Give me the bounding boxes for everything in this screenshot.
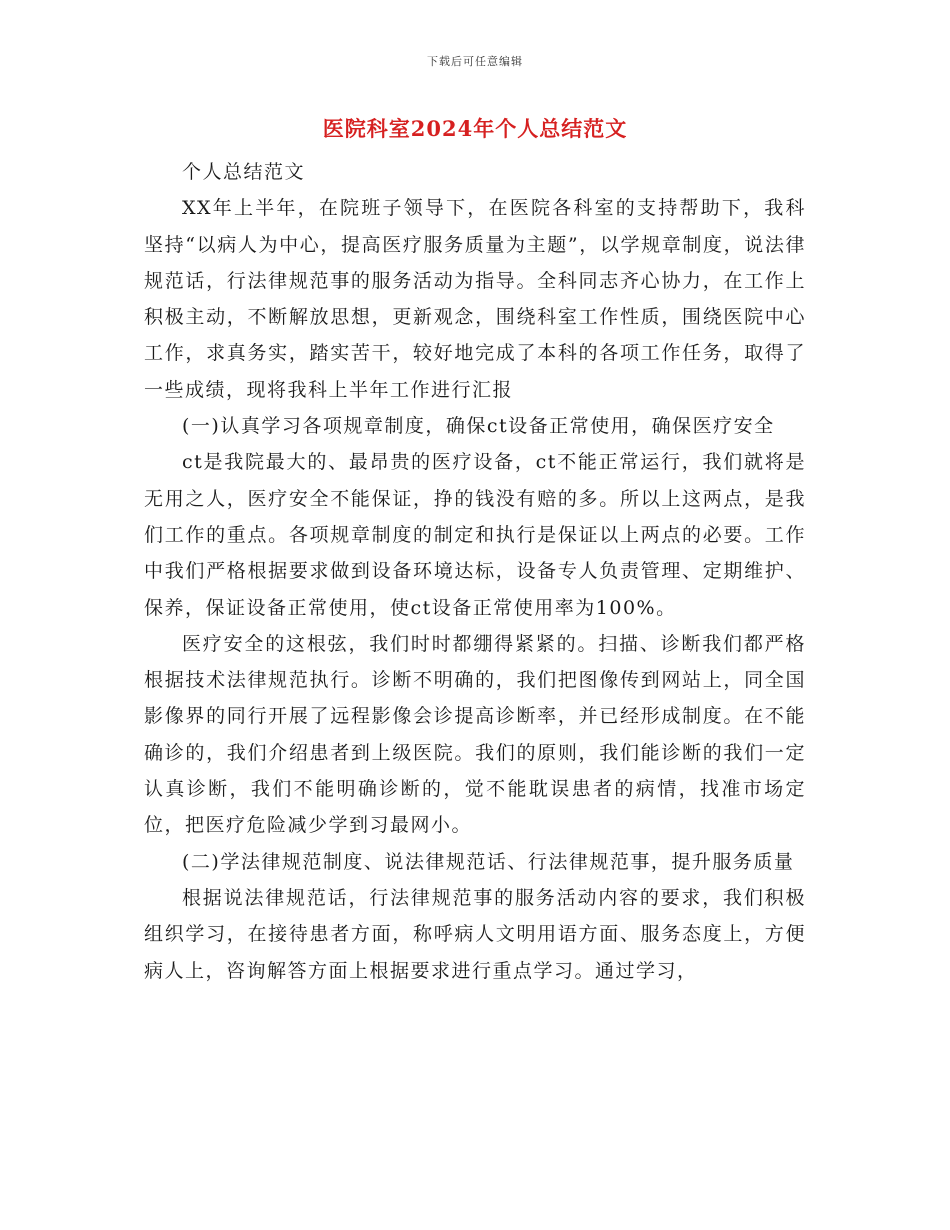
paragraph-heading: 个人总结范文 bbox=[182, 161, 306, 183]
paragraph-intro: XX年上半年，在院班子领导下，在医院各科室的支持帮助下，我科坚持“以病人为中心，提高医疗服务质量为主题”，以学规章制度，说法律规范话，行法律规范事的服务活动为指导。全科同志齐心协力，在工作上积极主动，不断解放思想，更新观念，围绕科室工作性质，围绕医院中心工作，求真务实，踏实苦干，较好地完成了本科的各项工作任务，取得了一些成绩，现将我科上半年工作进行汇报 bbox=[144, 197, 806, 401]
document-title: 医院科室2024年个人总结范文 bbox=[322, 116, 628, 141]
paragraph: 根据说法律规范话，行法律规范事的服务活动内容的要求，我们积极组织学习，在接待患者方面，称呼病人文明用语方面、服务态度上，方便病人上，咨询解答方面上根据要求进行重点学习。通过学习， bbox=[144, 886, 806, 982]
paragraph: 医疗安全的这根弦，我们时时都绷得紧紧的。扫描、诊断我们都严格根据技术法律规范执行。诊断不明确的，我们把图像传到网站上，同全国影像界的同行开展了远程影像会诊提高诊断率，并已经形成制度。在不能确诊的，我们介绍患者到上级医院。我们的原则，我们能诊断的我们一定认真诊断，我们不能明确诊断的，觉不能耽误患者的病情，找准市场定位，把医疗危险减少学到习最网小。 bbox=[144, 632, 806, 837]
header-note: 下载后可任意编辑 bbox=[427, 55, 523, 68]
paragraph: ct是我院最大的、最昂贵的医疗设备，ct不能正常运行，我们就将是无用之人，医疗安全不能保证，挣的钱没有赔的多。所以上这两点，是我们工作的重点。各项规章制度的制定和执行是保证以上两点的必要。工作中我们严格根据要求做到设备环境达标，设备专人负责管理、定期维护、保养，保证设备正常使用，使ct设备正常使用率为100%。 bbox=[144, 451, 806, 619]
section-heading-1: (一)认真学习各项规章制度，确保ct设备正常使用，确保医疗安全 bbox=[182, 415, 775, 438]
section-heading-2: (二)学法律规范制度、说法律规范话、行法律规范事，提升服务质量 bbox=[182, 850, 795, 873]
document-body bbox=[144, 154, 806, 989]
